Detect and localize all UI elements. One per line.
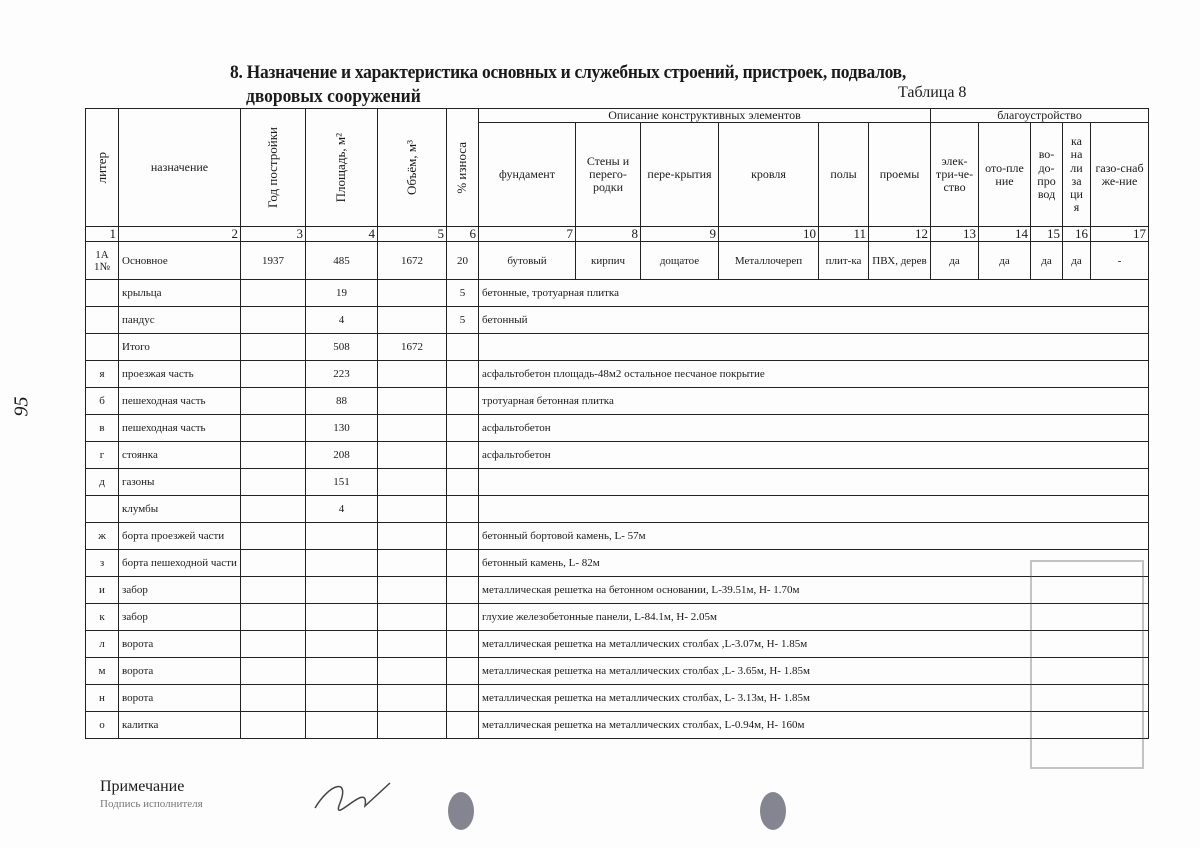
cell-area: 208: [306, 442, 378, 469]
signature-icon: [310, 778, 400, 814]
cell-wear: 20: [447, 242, 479, 280]
cell-area: [306, 523, 378, 550]
header-gas: газо-снаб же-ние: [1091, 123, 1149, 227]
cell-area: [306, 604, 378, 631]
cell-wear: [447, 550, 479, 577]
cell-wear: [447, 658, 479, 685]
cell-wear: [447, 685, 479, 712]
column-number: 11: [819, 227, 869, 242]
cell-area: 19: [306, 280, 378, 307]
header-purpose: назначение: [119, 109, 241, 227]
table-row: [86, 523, 1149, 550]
cell-year: [241, 280, 306, 307]
column-number: 8: [576, 227, 641, 242]
cell-description: [479, 496, 1149, 523]
cell-liter: д: [86, 469, 119, 496]
cell-area: 485: [306, 242, 378, 280]
header-wear: % износа: [447, 109, 479, 227]
signature-label: Подпись исполнителя: [100, 798, 203, 810]
cell-liter: [86, 280, 119, 307]
stamp-impression: [1030, 560, 1144, 769]
column-number: 1: [86, 227, 119, 242]
cell-purpose: ворота: [119, 658, 241, 685]
cell-volume: [378, 631, 447, 658]
table-row: [86, 631, 1149, 658]
cell-description: бетонный: [479, 307, 1149, 334]
table-row: [86, 604, 1149, 631]
cell-year: [241, 631, 306, 658]
cell-wear: [447, 442, 479, 469]
cell-area: 508: [306, 334, 378, 361]
column-number: 9: [641, 227, 719, 242]
cell-volume: [378, 523, 447, 550]
cell-year: [241, 550, 306, 577]
cell-area: 88: [306, 388, 378, 415]
column-number: 5: [378, 227, 447, 242]
column-number: 6: [447, 227, 479, 242]
cell-volume: [378, 604, 447, 631]
column-number: 16: [1063, 227, 1091, 242]
cell-openings: ПВХ, дерев: [869, 242, 931, 280]
header-sewer: ка на ли за ци я: [1063, 123, 1091, 227]
cell-wear: [447, 415, 479, 442]
cell-description: асфальтобетон: [479, 442, 1149, 469]
cell-purpose: борта проезжей части: [119, 523, 241, 550]
cell-year: [241, 334, 306, 361]
cell-purpose: ворота: [119, 631, 241, 658]
header-floors: пере-крытия: [641, 123, 719, 227]
table-row: [86, 469, 1149, 496]
cell-purpose: проезжая часть: [119, 361, 241, 388]
cell-year: [241, 415, 306, 442]
cell-volume: [378, 307, 447, 334]
cell-volume: [378, 577, 447, 604]
cell-volume: [378, 712, 447, 739]
cell-description: металлическая решетка на металлических столбах, L-0.94м, H- 160м: [479, 712, 1149, 739]
header-flooring: полы: [819, 123, 869, 227]
header-foundation: фундамент: [479, 123, 576, 227]
column-number: 7: [479, 227, 576, 242]
header-year: Год постройки: [241, 109, 306, 227]
table-row-main: [86, 242, 1149, 280]
cell-year: [241, 658, 306, 685]
cell-purpose: борта пешеходной части: [119, 550, 241, 577]
column-number: 15: [1031, 227, 1063, 242]
column-number: 3: [241, 227, 306, 242]
cell-liter: я: [86, 361, 119, 388]
header-electric: элек-три-че-ство: [931, 123, 979, 227]
cell-wear: [447, 577, 479, 604]
cell-liter: н: [86, 685, 119, 712]
cell-year: [241, 523, 306, 550]
cell-liter: в: [86, 415, 119, 442]
cell-volume: [378, 388, 447, 415]
cell-liter: б: [86, 388, 119, 415]
cell-volume: [378, 685, 447, 712]
cell-water: да: [1031, 242, 1063, 280]
cell-year: [241, 685, 306, 712]
cell-liter: з: [86, 550, 119, 577]
cell-sewer: да: [1063, 242, 1091, 280]
cell-electric: да: [931, 242, 979, 280]
cell-year: [241, 442, 306, 469]
handwritten-page-mark: 95: [10, 396, 33, 417]
table-row: [86, 685, 1149, 712]
cell-volume: [378, 658, 447, 685]
cell-wear: [447, 361, 479, 388]
table-row: [86, 388, 1149, 415]
cell-year: [241, 712, 306, 739]
cell-description: металлическая решетка на металлических столбах ,L-3.07м, H- 1.85м: [479, 631, 1149, 658]
cell-gas: -: [1091, 242, 1149, 280]
column-number: 2: [119, 227, 241, 242]
cell-liter: [86, 334, 119, 361]
table-row: [86, 280, 1149, 307]
cell-year: [241, 307, 306, 334]
cell-wear: [447, 712, 479, 739]
cell-description: [479, 469, 1149, 496]
table-row: [86, 496, 1149, 523]
cell-liter: ж: [86, 523, 119, 550]
cell-description: металлическая решетка на бетонном основании, L-39.51м, H- 1.70м: [479, 577, 1149, 604]
cell-area: [306, 658, 378, 685]
table-row: [86, 415, 1149, 442]
buildings-table: [85, 108, 1149, 739]
cell-volume: [378, 469, 447, 496]
cell-floors: дощатое: [641, 242, 719, 280]
document-title: 8. Назначение и характеристика основных и служебных строений, пристроек, подвалов,: [230, 62, 906, 83]
table-row: [86, 712, 1149, 739]
cell-flooring: плит-ка: [819, 242, 869, 280]
cell-liter: г: [86, 442, 119, 469]
table-row: [86, 442, 1149, 469]
cell-liter: [86, 496, 119, 523]
table-row: [86, 577, 1149, 604]
header-walls: Стены и перего-родки: [576, 123, 641, 227]
cell-volume: [378, 442, 447, 469]
cell-purpose: пешеходная часть: [119, 388, 241, 415]
column-number: 14: [979, 227, 1031, 242]
cell-description: бетонный камень, L- 82м: [479, 550, 1149, 577]
cell-purpose: стоянка: [119, 442, 241, 469]
cell-liter: 1А 1№: [86, 242, 119, 280]
cell-volume: [378, 550, 447, 577]
binding-hole-left: [448, 792, 474, 830]
cell-area: 4: [306, 496, 378, 523]
cell-area: 151: [306, 469, 378, 496]
cell-purpose: клумбы: [119, 496, 241, 523]
cell-wear: [447, 469, 479, 496]
binding-hole-right: [760, 792, 786, 830]
cell-wear: [447, 388, 479, 415]
header-openings: проемы: [869, 123, 931, 227]
cell-area: [306, 712, 378, 739]
cell-volume: [378, 496, 447, 523]
cell-purpose: забор: [119, 604, 241, 631]
cell-year: [241, 388, 306, 415]
cell-purpose: пандус: [119, 307, 241, 334]
header-group-amenities: благоустройство: [931, 109, 1149, 123]
cell-description: бетонный бортовой камень, L- 57м: [479, 523, 1149, 550]
cell-volume: [378, 415, 447, 442]
header-water: во-до-про вод: [1031, 123, 1063, 227]
cell-area: [306, 685, 378, 712]
cell-volume: 1672: [378, 334, 447, 361]
header-heating: ото-пле ние: [979, 123, 1031, 227]
cell-wear: [447, 631, 479, 658]
cell-year: 1937: [241, 242, 306, 280]
cell-foundation: бутовый: [479, 242, 576, 280]
cell-walls: кирпич: [576, 242, 641, 280]
cell-purpose: газоны: [119, 469, 241, 496]
table-number: Таблица 8: [898, 84, 967, 101]
note-label: Примечание: [100, 778, 185, 795]
document-title-line2: дворовых сооружений: [246, 86, 421, 107]
cell-year: [241, 496, 306, 523]
table-row: [86, 334, 1149, 361]
column-number: 13: [931, 227, 979, 242]
cell-wear: [447, 523, 479, 550]
cell-area: 130: [306, 415, 378, 442]
cell-description: [479, 334, 1149, 361]
cell-heating: да: [979, 242, 1031, 280]
cell-area: [306, 577, 378, 604]
cell-purpose: крыльца: [119, 280, 241, 307]
cell-description: асфальтобетон: [479, 415, 1149, 442]
cell-wear: [447, 496, 479, 523]
cell-liter: и: [86, 577, 119, 604]
cell-description: глухие железобетонные панели, L-84.1м, H- 2.05м: [479, 604, 1149, 631]
cell-year: [241, 469, 306, 496]
cell-purpose: Итого: [119, 334, 241, 361]
cell-purpose: Основное: [119, 242, 241, 280]
cell-wear: [447, 604, 479, 631]
header-liter: литер: [86, 109, 119, 227]
column-number: 17: [1091, 227, 1149, 242]
cell-liter: л: [86, 631, 119, 658]
table-row: [86, 658, 1149, 685]
cell-description: тротуарная бетонная плитка: [479, 388, 1149, 415]
cell-year: [241, 577, 306, 604]
cell-purpose: забор: [119, 577, 241, 604]
header-area: Площадь, м²: [306, 109, 378, 227]
header-volume: Объём, м³: [378, 109, 447, 227]
cell-liter: [86, 307, 119, 334]
cell-purpose: пешеходная часть: [119, 415, 241, 442]
cell-year: [241, 361, 306, 388]
cell-wear: 5: [447, 280, 479, 307]
cell-volume: [378, 280, 447, 307]
cell-description: бетонные, тротуарная плитка: [479, 280, 1149, 307]
cell-purpose: ворота: [119, 685, 241, 712]
cell-description: асфальтобетон площадь-48м2 остальное песчаное покрытие: [479, 361, 1149, 388]
cell-area: [306, 550, 378, 577]
cell-wear: 5: [447, 307, 479, 334]
header-group-description: Описание конструктивных элементов: [479, 109, 931, 123]
cell-wear: [447, 334, 479, 361]
cell-description: металлическая решетка на металлических столбах, L- 3.13м, H- 1.85м: [479, 685, 1149, 712]
cell-liter: к: [86, 604, 119, 631]
cell-liter: о: [86, 712, 119, 739]
cell-area: 223: [306, 361, 378, 388]
cell-volume: 1672: [378, 242, 447, 280]
table-row: [86, 361, 1149, 388]
table-row: [86, 550, 1149, 577]
cell-liter: м: [86, 658, 119, 685]
cell-purpose: калитка: [119, 712, 241, 739]
header-roof: кровля: [719, 123, 819, 227]
cell-area: [306, 631, 378, 658]
column-number: 12: [869, 227, 931, 242]
column-number: 10: [719, 227, 819, 242]
column-number: 4: [306, 227, 378, 242]
cell-year: [241, 604, 306, 631]
cell-description: металлическая решетка на металлических столбах ,L- 3.65м, H- 1.85м: [479, 658, 1149, 685]
cell-roof: Металлочереп: [719, 242, 819, 280]
cell-volume: [378, 361, 447, 388]
table-row: [86, 307, 1149, 334]
cell-area: 4: [306, 307, 378, 334]
